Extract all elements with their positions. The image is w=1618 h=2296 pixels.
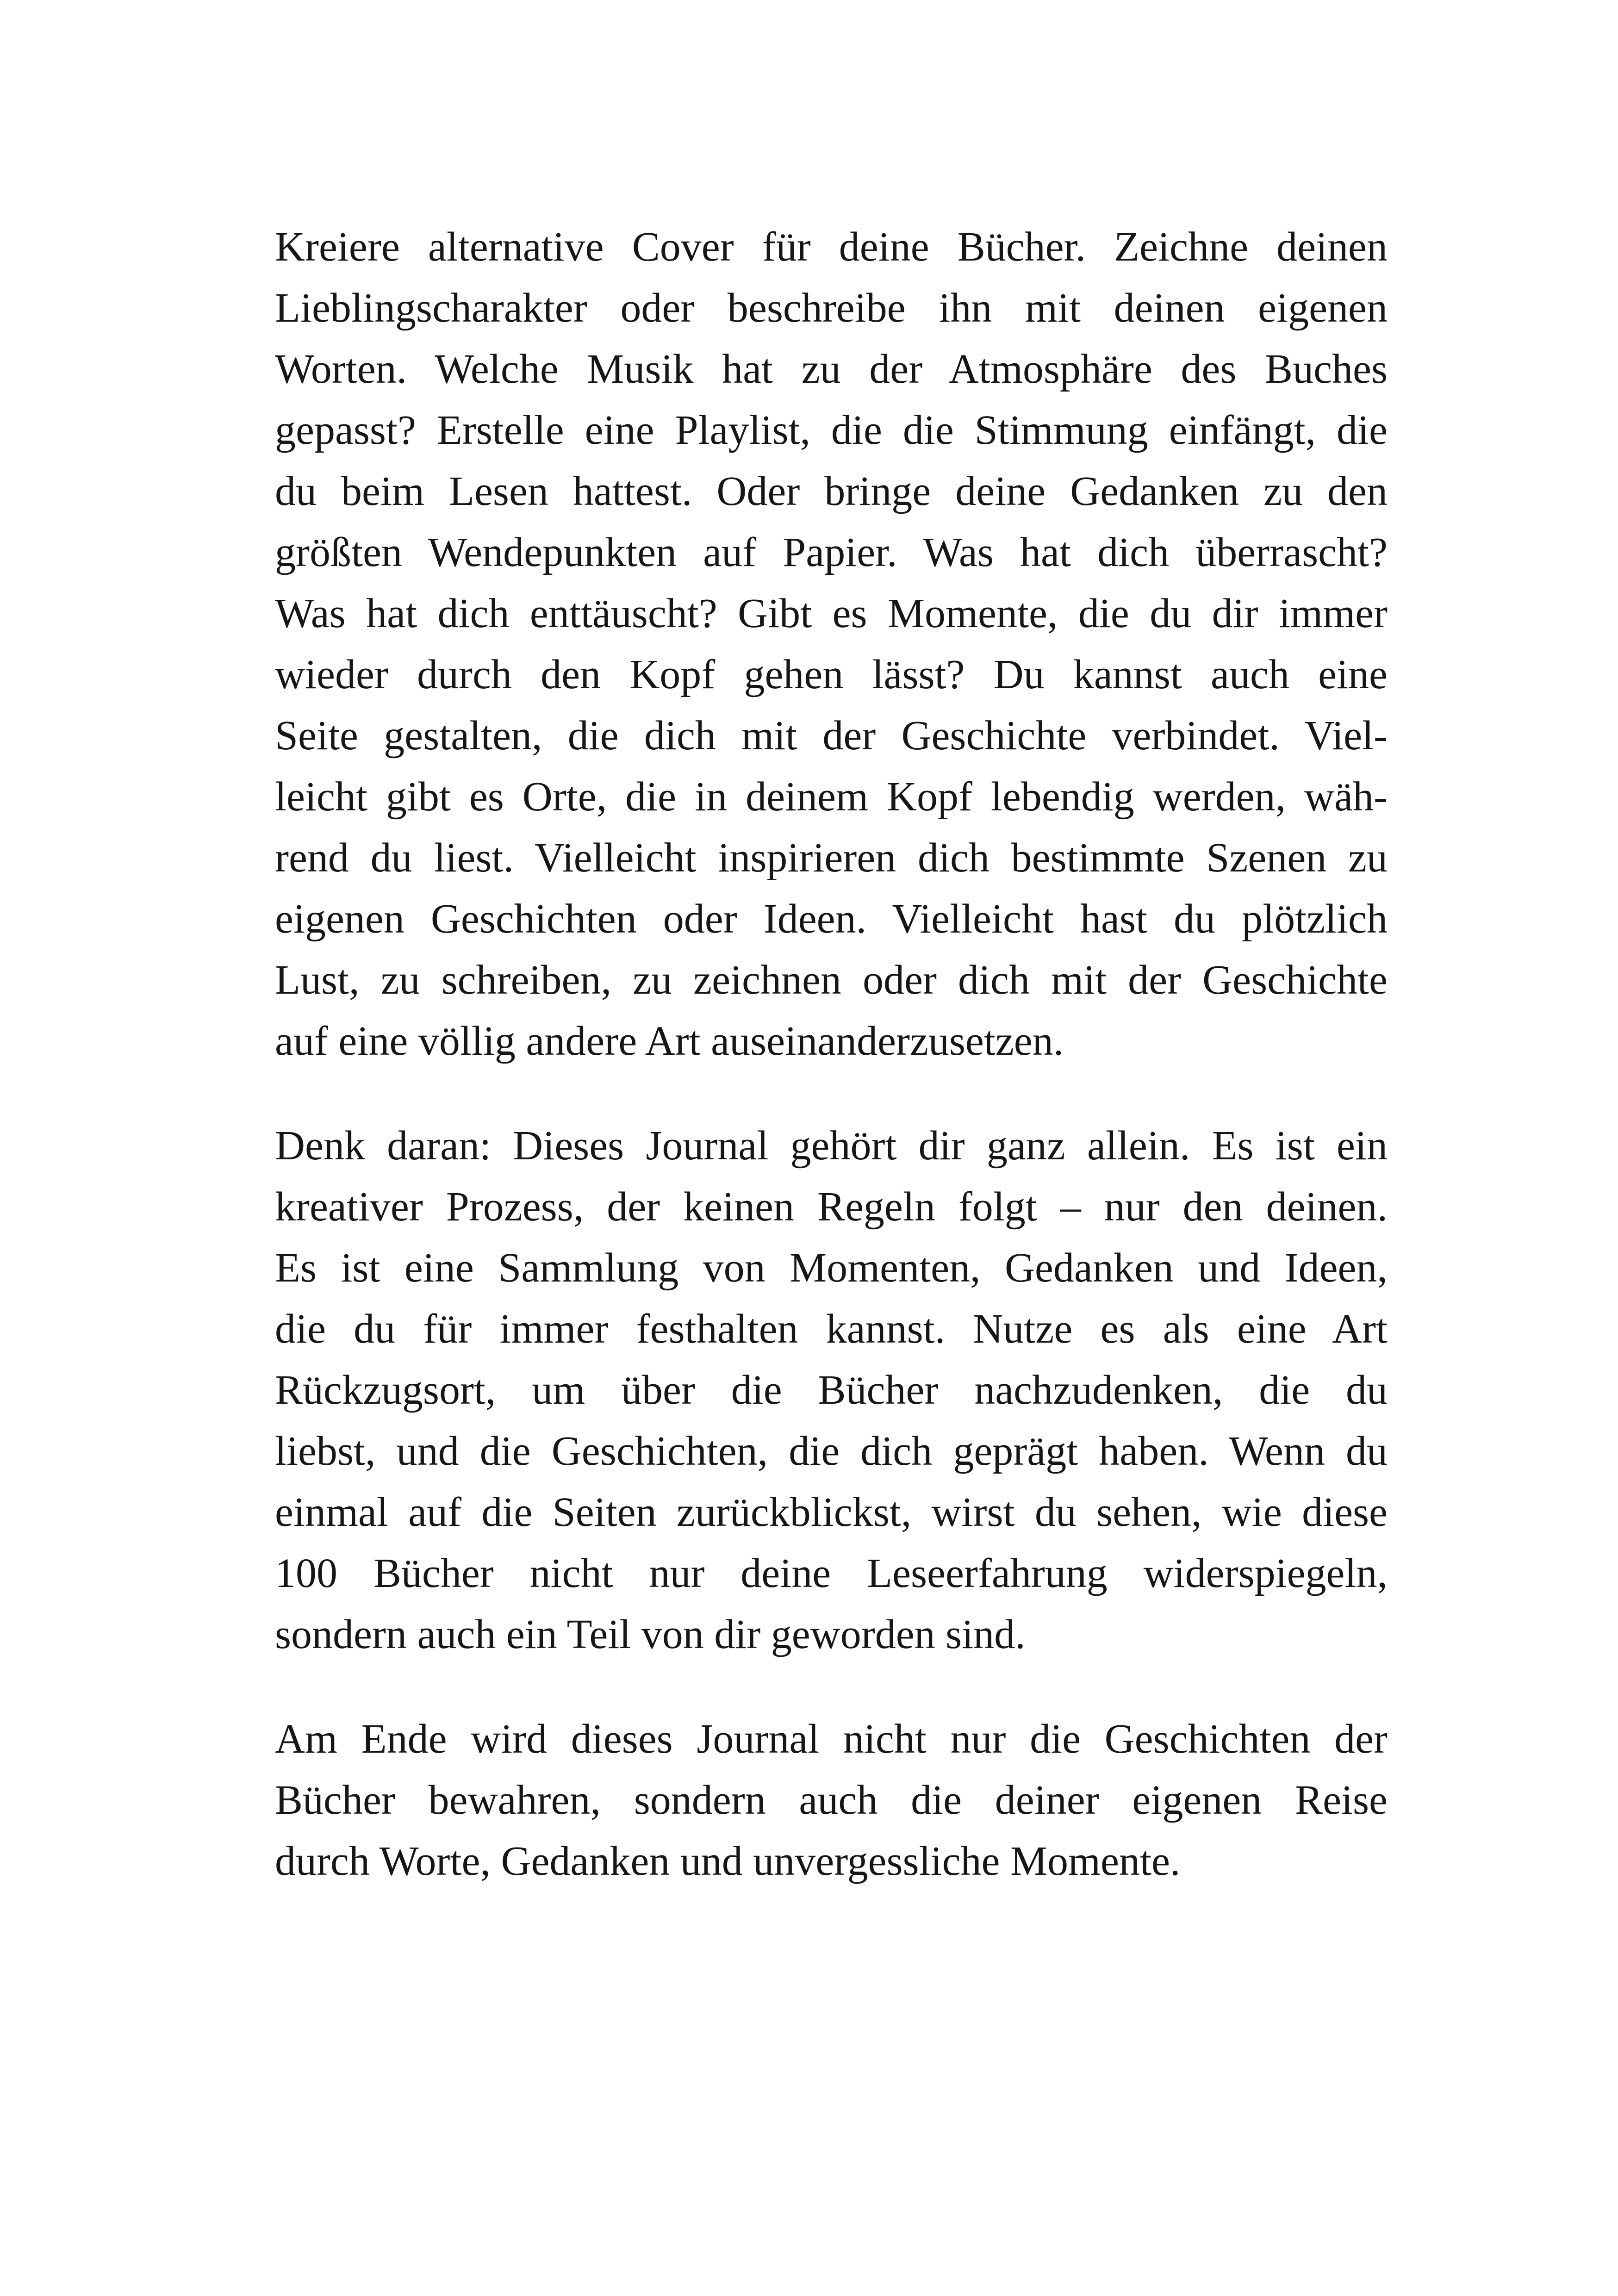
text-line: eigenen Geschichten oder Ideen. Vielleicht hast du plötzlich [275,896,1388,942]
paragraph-3 [275,1709,1388,1892]
text-line: Seite gestalten, die dich mit der Geschichte verbindet. Viel- [275,713,1388,759]
text-line: Am Ende wird dieses Journal nicht nur die Geschichten der [275,1716,1388,1762]
text-line: Worten. Welche Musik hat zu der Atmosphäre des Buches [275,346,1388,392]
paragraph-1 [275,217,1388,1072]
text-line: 100 Bücher nicht nur deine Leseerfahrung widerspiegeln, [275,1550,1388,1596]
text-line: größten Wendepunkten auf Papier. Was hat dich überrascht? [275,529,1388,575]
text-line: Denk daran: Dieses Journal gehört dir ganz allein. Es ist ein [275,1123,1388,1169]
text-line: kreativer Prozess, der keinen Regeln folgt – nur den deinen. [275,1184,1388,1230]
text-line: Bücher bewahren, sondern auch die deiner eigenen Reise [275,1777,1388,1823]
paragraph-2 [275,1115,1388,1665]
text-line: Lieblingscharakter oder beschreibe ihn mit deinen eigenen [275,285,1388,331]
text-line: Was hat dich enttäuscht? Gibt es Momente, die du dir immer [275,591,1388,636]
text-line: die du für immer festhalten kannst. Nutze es als eine Art [275,1306,1388,1352]
text-line: rend du liest. Vielleicht inspirieren dich bestimmte Szenen zu [275,835,1388,881]
document-body [275,217,1388,1892]
text-line: auf eine völlig andere Art auseinanderzusetzen. [275,1018,1064,1064]
text-line: einmal auf die Seiten zurückblickst, wirst du sehen, wie diese [275,1489,1388,1535]
text-line: leicht gibt es Orte, die in deinem Kopf lebendig werden, wäh- [275,774,1388,820]
text-line: Rückzugsort, um über die Bücher nachzudenken, die du [275,1367,1388,1413]
text-line: Lust, zu schreiben, zu zeichnen oder dich mit der Geschichte [275,957,1388,1003]
text-line: wieder durch den Kopf gehen lässt? Du kannst auch eine [275,652,1388,697]
text-line: Es ist eine Sammlung von Momenten, Gedanken und Ideen, [275,1245,1388,1291]
text-line: Kreiere alternative Cover für deine Bücher. Zeichne deinen [275,224,1388,270]
text-line: liebst, und die Geschichten, die dich geprägt haben. Wenn du [275,1428,1388,1474]
text-line: du beim Lesen hattest. Oder bringe deine Gedanken zu den [275,468,1388,514]
text-line: sondern auch ein Teil von dir geworden sind. [275,1612,1026,1657]
text-line: gepasst? Erstelle eine Playlist, die die Stimmung einfängt, die [275,407,1388,453]
text-line: durch Worte, Gedanken und unvergessliche Momente. [275,1838,1181,1884]
